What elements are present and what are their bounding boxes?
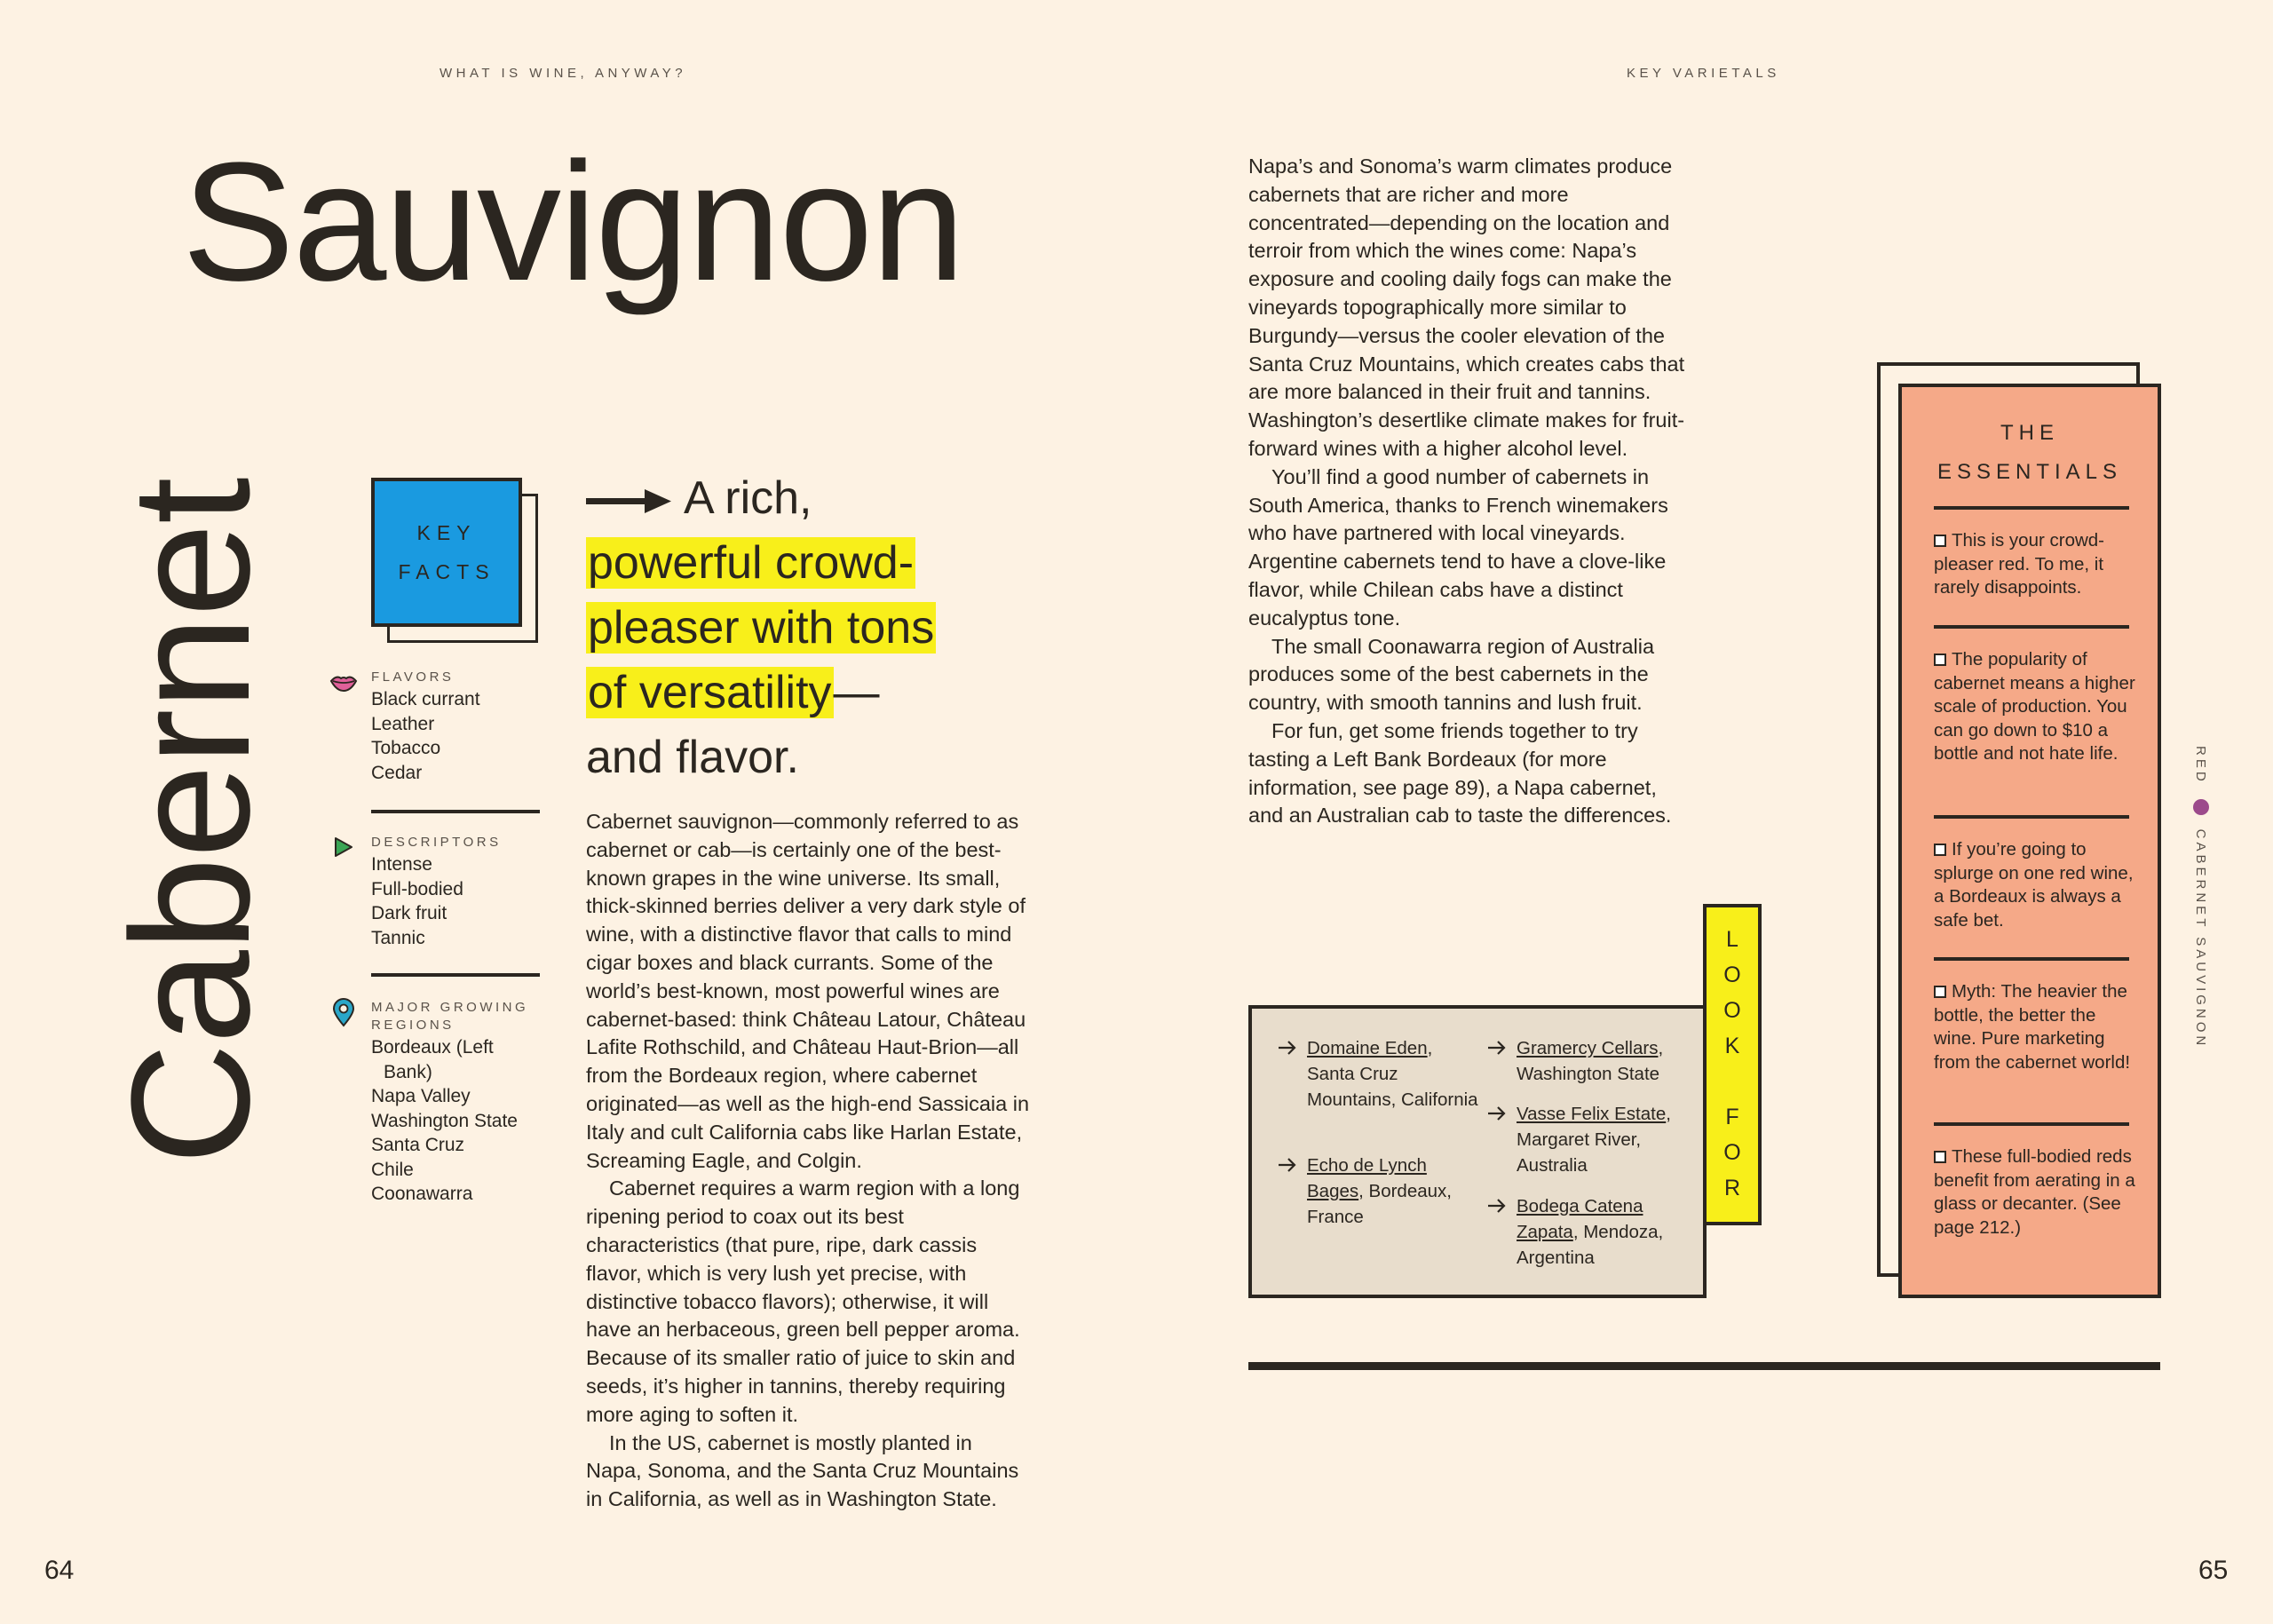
list-item: Black currant <box>371 689 480 709</box>
list-item: Washington State <box>371 1110 518 1131</box>
page-number-left: 64 <box>44 1556 75 1585</box>
pull-quote-line-5: and flavor. <box>586 732 799 783</box>
list-item: Dark fruit <box>371 903 447 923</box>
essentials-box <box>1898 384 2161 1298</box>
checkbox-icon <box>1934 1151 1946 1163</box>
facts-flavors-list <box>371 687 542 785</box>
look-for-letter: O <box>1723 963 1741 987</box>
arrow-right-icon <box>1277 1039 1298 1057</box>
facts-regions-list <box>371 1035 542 1207</box>
list-item: Napa Valley <box>371 1086 471 1106</box>
paragraph: You’ll find a good number of cabernets in South America, thanks to French winemakers who have partnered with local vineyards. Argentine cabernets tend to have a clove-like flavor, while Chilean cabs have a distinct eucalyptus tone. <box>1248 464 1668 630</box>
pull-quote-line-1: A rich, <box>586 466 1003 531</box>
look-for-item: Domaine Eden, Santa Cruz Mountains, California <box>1307 1035 1485 1113</box>
look-for-item: Bodega Catena Zapata, Mendoza, Argentina <box>1517 1193 1694 1271</box>
body-text-right <box>1248 153 1692 830</box>
essentials-item: If you’re going to splurge on one red wine, a Bordeaux is always a safe bet. <box>1934 839 2134 931</box>
paragraph: Cabernet sauvignon—commonly referred to as cabernet or cab—is certainly one of the best-known grapes in the wine universe. Its small, thick-skinned berries deliver a very dark style of wine, with a distinctive flavor that calls to mind cigar boxes and black currants. Some of the world’s best-known, most powerful wines are cabernet-based: think Château Latour, Château Lafite Rothschild, and Château Haut-Brion—all from the Bordeaux region, where cabernet originated—as well as the high-end Sassicaia in Italy and cult California cabs like Harlan Estate, Screaming Eagle, and Colgin. <box>586 810 1030 1172</box>
list-item: Coonawarra <box>371 1184 473 1204</box>
facts-regions <box>329 998 542 1207</box>
essentials-rule <box>1934 625 2129 629</box>
side-tab-varietal: CABERNET SAUVIGNON <box>2193 828 2209 1050</box>
facts-descriptors <box>329 833 542 950</box>
key-facts-label-2: FACTS <box>398 560 495 583</box>
essentials-rule <box>1934 957 2129 961</box>
list-item: Santa Cruz <box>371 1135 465 1155</box>
arrow-right-icon <box>1486 1039 1508 1057</box>
arrow-right-icon <box>1486 1105 1508 1122</box>
essentials-item: This is your crowd-pleaser red. To me, it rarely disappoints. <box>1934 530 2105 598</box>
look-for-letter: K <box>1724 1034 1740 1058</box>
side-tab <box>2193 737 2237 1092</box>
paragraph: In the US, cabernet is mostly planted in Napa, Sonoma, and the Santa Cruz Mountains in California, as well as in Washington State. <box>586 1430 1019 1511</box>
title-cabernet-wrap <box>96 444 285 1172</box>
facts-flavors <box>329 668 542 785</box>
lips-icon <box>329 669 359 700</box>
list-item: Leather <box>371 713 435 734</box>
key-facts-label-1: KEY <box>416 521 477 544</box>
side-tab-dot <box>2193 799 2209 815</box>
look-for-letter: L <box>1726 927 1738 952</box>
side-tab-red: RED <box>2193 746 2209 785</box>
arrow-right-icon <box>586 487 673 514</box>
list-item: Full-bodied <box>371 878 463 899</box>
arrow-right-icon <box>1277 1156 1298 1174</box>
list-item: Bordeaux (Left <box>371 1037 494 1058</box>
list-item: Tobacco <box>371 738 441 758</box>
list-item: Cedar <box>371 762 423 783</box>
play-triangle-icon <box>329 833 359 863</box>
look-for-letter: F <box>1725 1105 1739 1129</box>
look-for-letter: O <box>1723 1140 1741 1165</box>
look-for-letter: R <box>1723 1176 1741 1200</box>
look-for-item: Echo de Lynch Bages, Bordeaux, France <box>1307 1153 1485 1230</box>
essentials-rule <box>1934 1122 2129 1126</box>
title-cabernet: Cabernet <box>97 478 285 1165</box>
title-sauvignon: Sauvignon <box>182 128 963 316</box>
running-head-right: KEY VARIETALS <box>1627 66 1780 81</box>
page-number-right: 65 <box>2198 1556 2229 1585</box>
look-for-item: Vasse Felix Estate, Margaret River, Australia <box>1517 1101 1694 1178</box>
running-head-left: WHAT IS WINE, ANYWAY? <box>440 66 687 81</box>
body-text-left <box>586 808 1030 1514</box>
bottom-rule <box>1248 1362 2160 1370</box>
checkbox-icon <box>1934 654 1946 666</box>
facts-rule <box>371 973 540 977</box>
essentials-rule <box>1934 506 2129 510</box>
facts-regions-label-1: MAJOR GROWING <box>371 1000 529 1015</box>
look-for-tab <box>1703 904 1762 1225</box>
paragraph: The small Coonawarra region of Australia produces some of the best cabernets in the country, with smooth tannins and lush fruit. <box>1248 634 1655 715</box>
facts-descriptors-label: DESCRIPTORS <box>371 835 502 850</box>
look-for-box <box>1248 1005 1707 1298</box>
paragraph: Napa’s and Sonoma’s warm climates produce cabernets that are richer and more concentrated—depending on the location and terroir from which the wines come: Napa’s exposure and cooling daily fogs can make the vineyards topographically more similar to Burgundy—versus the cooler elevation of the Santa Cruz Mountains, which creates cabs that are more balanced in their fruit and tannins. Washington’s desertlike climate makes for fruit-forward wines with a higher alcohol level. <box>1248 154 1685 460</box>
list-item: Chile <box>371 1159 414 1180</box>
essentials-item: The popularity of cabernet means a higher scale of production. You can go down to $10 a bottle and not hate life. <box>1934 649 2135 764</box>
checkbox-icon <box>1934 535 1946 547</box>
facts-flavors-label: FLAVORS <box>371 669 455 685</box>
list-item: Bank) <box>384 1061 432 1082</box>
facts-regions-label-2: REGIONS <box>371 1018 455 1033</box>
pull-quote-highlight-2: pleaser with tons <box>588 602 935 654</box>
essentials-item: These full-bodied reds benefit from aerating in a glass or decanter. (See page 212.) <box>1934 1146 2135 1238</box>
pull-quote <box>586 466 1003 790</box>
checkbox-icon <box>1934 844 1946 856</box>
pull-quote-highlight-3: of versatility <box>588 667 832 718</box>
pull-quote-dash: — <box>833 667 880 718</box>
look-for-letter: O <box>1723 998 1741 1023</box>
facts-descriptors-list <box>371 852 542 950</box>
paragraph: For fun, get some friends together to try tasting a Left Bank Bordeaux (for more information, see page 89), a Napa cabernet, and an Australian cab to taste the differences. <box>1248 718 1672 828</box>
facts-rule <box>371 810 540 813</box>
pull-quote-highlight-1: powerful crowd- <box>588 537 915 589</box>
paragraph: Cabernet requires a warm region with a long ripening period to coax out its best characteristics (that pure, ripe, dark cassis flavor, which is very lush yet precise, with distinctive tobacco flavors); otherwise, it will have an herbaceous, green bell pepper aroma. Because of its smaller ratio of juice to skin and seeds, it’s higher in tannins, thereby requiring more aging to soften it. <box>586 1176 1020 1426</box>
map-pin-icon <box>329 998 359 1028</box>
side-tab-text <box>2193 746 2209 1049</box>
essentials-title: THE ESSENTIALS <box>1936 421 2123 484</box>
list-item: Intense <box>371 854 432 875</box>
list-item: Tannic <box>371 927 425 948</box>
arrow-right-icon <box>1486 1197 1508 1215</box>
essentials-rule <box>1934 815 2129 819</box>
checkbox-icon <box>1934 986 1946 998</box>
essentials-item: Myth: The heavier the bottle, the better the wine. Pure marketing from the cabernet world! <box>1934 981 2131 1073</box>
key-facts-box <box>371 478 522 627</box>
look-for-item: Gramercy Cellars, Washington State <box>1517 1035 1694 1087</box>
